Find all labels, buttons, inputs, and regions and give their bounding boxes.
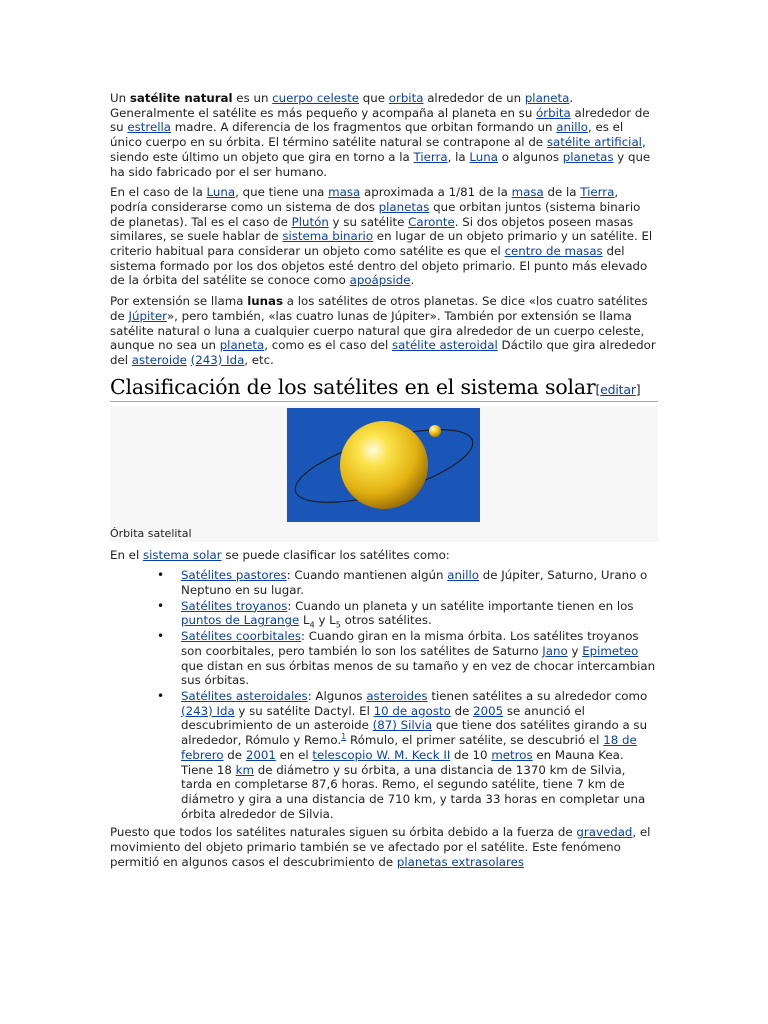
text: . bbox=[410, 273, 415, 288]
link-luna[interactable]: Luna bbox=[469, 149, 498, 164]
moon-sphere bbox=[429, 425, 441, 437]
text: aproximada a 1/81 de la bbox=[360, 185, 512, 200]
link-planetas[interactable]: planetas bbox=[378, 199, 430, 214]
link-pluton[interactable]: Plutón bbox=[291, 214, 329, 229]
link-satelite-artificial[interactable]: satélite artificial bbox=[546, 135, 642, 150]
link-centro-de-masas[interactable]: centro de masas bbox=[504, 244, 603, 259]
paragraph-luna bbox=[110, 185, 658, 288]
text: . Si dos objetos poseen masas similares, se suele hablar de bbox=[110, 214, 634, 244]
text: alrededor de un bbox=[423, 91, 525, 105]
link-masa[interactable]: masa bbox=[328, 185, 361, 200]
orbit-illustration bbox=[287, 408, 480, 522]
link-cuerpo-celeste[interactable]: cuerpo celeste bbox=[272, 91, 360, 105]
link-tierra[interactable]: Tierra bbox=[413, 149, 448, 164]
link-apoapside[interactable]: apoápside bbox=[349, 273, 411, 288]
satellite-type-list bbox=[110, 568, 658, 821]
figure-caption: Órbita satelital bbox=[110, 526, 192, 540]
text: o algunos bbox=[497, 149, 563, 164]
text: y su satélite Dactyl. El bbox=[234, 703, 374, 718]
edit-link[interactable]: editar bbox=[600, 381, 636, 397]
link-10-de-agosto[interactable]: 10 de agosto bbox=[373, 703, 451, 718]
list-item-troyanos bbox=[181, 599, 658, 628]
text: , como es el caso del bbox=[264, 338, 392, 353]
text: de 10 bbox=[450, 747, 492, 762]
link-planeta[interactable]: planeta bbox=[219, 338, 265, 353]
link-satelites-asteroidales[interactable]: Satélites asteroidales bbox=[181, 688, 308, 703]
text: que distan en sus órbitas menos de su tamaño y en vez de chocar intercambian sus órbitas. bbox=[181, 658, 656, 688]
link-243-ida[interactable]: (243) Ida bbox=[181, 703, 235, 718]
text: en Mauna Kea. Tiene 18 bbox=[181, 747, 624, 777]
link-satelites-troyanos[interactable]: Satélites troyanos bbox=[181, 598, 288, 613]
link-planetas-extrasolares[interactable]: planetas extrasolares bbox=[396, 854, 524, 869]
subscript: 4 bbox=[309, 620, 315, 630]
text: que orbitan juntos (sistema binario de planetas). Tal es el caso de bbox=[110, 199, 641, 229]
link-luna[interactable]: Luna bbox=[206, 185, 236, 200]
text: y L bbox=[314, 613, 336, 628]
link-jupiter[interactable]: Júpiter bbox=[128, 308, 167, 323]
text: Por extensión se llama bbox=[110, 294, 248, 309]
text: de bbox=[223, 747, 246, 762]
text: en lugar de un objeto primario y un satélite. El criterio habitual para considerar un objeto como satélite es que el bbox=[110, 229, 653, 259]
link-caronte[interactable]: Caronte bbox=[408, 214, 455, 229]
link-243-ida[interactable]: (243) Ida bbox=[190, 352, 245, 367]
paragraph-gravedad bbox=[110, 825, 658, 869]
link-satelites-pastores[interactable]: Satélites pastores bbox=[181, 568, 287, 583]
text: Rómulo, el primer satélite, se descubrió el bbox=[346, 733, 604, 748]
link-masa-2[interactable]: masa bbox=[511, 185, 544, 200]
text: . Generalmente el satélite es más pequeño y acompaña al planeta en su bbox=[110, 91, 574, 120]
text: de diámetro y su órbita, a una distancia de 1370 km de Silvia, tarda en completarse 87,6 horas. Remo, el segundo satélite, tiene 7 km de diámetro y gira a una distancia de 710 km, y tarda 33 horas en completar una órbita alrededor de Silvia. bbox=[181, 762, 646, 821]
text: del sistema formado por los dos objetos esté dentro del objeto primario. El punto más elevado de la órbita del satélite se conoce como bbox=[110, 244, 648, 288]
subscript: 5 bbox=[335, 620, 341, 630]
link-km[interactable]: km bbox=[235, 762, 254, 777]
paragraph-clasificacion bbox=[110, 548, 658, 563]
link-puntos-de-lagrange[interactable]: puntos de Lagrange bbox=[181, 613, 300, 628]
paragraph-intro bbox=[110, 91, 658, 179]
link-anillo[interactable]: anillo bbox=[447, 568, 480, 583]
text: que bbox=[359, 91, 389, 105]
text: y bbox=[567, 643, 583, 658]
text: que tiene dos satélites girando a su alrededor, Rómulo y Remo. bbox=[181, 718, 648, 748]
paragraph-lunas bbox=[110, 294, 658, 368]
text: se puede clasificar los satélites como: bbox=[221, 547, 450, 562]
planet-sphere bbox=[340, 421, 428, 509]
link-satelites-coorbitales[interactable]: Satélites coorbitales bbox=[181, 629, 302, 644]
bracket-close: ] bbox=[635, 381, 641, 397]
text: En el bbox=[110, 547, 143, 562]
link-2005[interactable]: 2005 bbox=[473, 703, 504, 718]
link-planeta[interactable]: planeta bbox=[524, 91, 570, 105]
link-telescopio-keck-ii[interactable]: telescopio W. M. Keck II bbox=[312, 747, 451, 762]
text: , podría considerarse como un sistema de dos bbox=[110, 185, 619, 214]
text: , que tiene una bbox=[235, 185, 329, 200]
section-heading bbox=[110, 375, 658, 402]
edit-bracket bbox=[595, 382, 640, 397]
text: Un bbox=[110, 91, 130, 105]
list-item-asteroidales bbox=[181, 689, 658, 821]
text: , el movimiento del objeto primario también se ve afectado por el satélite. Este fenómeno permitió en algunos casos el descubrimiento de bbox=[110, 825, 651, 869]
footnote-ref[interactable]: 1 bbox=[341, 732, 347, 742]
link-sistema-solar[interactable]: sistema solar bbox=[142, 547, 222, 562]
text: es un bbox=[232, 91, 273, 105]
list-item-pastores bbox=[181, 568, 658, 597]
link-87-silvia[interactable]: (87) Silvia bbox=[372, 718, 433, 733]
text: : Cuando giran en la misma órbita. Los satélites troyanos son coorbitales, pero también lo son los satélites de Saturno bbox=[181, 629, 639, 658]
link-18-de-febrero[interactable]: 18 de febrero bbox=[181, 733, 637, 762]
link-asteroide[interactable]: asteroide bbox=[131, 352, 187, 367]
text: Puesto que todos los satélites naturales siguen su órbita debido a la fuerza de bbox=[110, 825, 577, 840]
link-planetas[interactable]: planetas bbox=[562, 149, 614, 164]
text: de Júpiter, Saturno, Urano o Neptuno en su lugar. bbox=[181, 568, 648, 598]
text: Dáctilo que gira alrededor del bbox=[110, 338, 656, 367]
link-epimeteo[interactable]: Epimeteo bbox=[582, 643, 639, 658]
article-content bbox=[110, 91, 658, 875]
link-2001[interactable]: 2001 bbox=[245, 747, 276, 762]
link-orbita[interactable]: orbita bbox=[388, 91, 424, 105]
list-item-coorbitales bbox=[181, 629, 658, 688]
link-orbita-2[interactable]: órbita bbox=[536, 105, 571, 120]
link-anillo[interactable]: anillo bbox=[556, 120, 589, 135]
link-jano[interactable]: Jano bbox=[542, 643, 568, 658]
text: : Cuando un planeta y un satélite importante tienen en los bbox=[287, 598, 634, 613]
text: en el bbox=[275, 747, 313, 762]
text: y su satélite bbox=[328, 214, 409, 229]
text: En el caso de la bbox=[110, 185, 207, 200]
link-tierra[interactable]: Tierra bbox=[580, 185, 615, 200]
link-asteroides[interactable]: asteroides bbox=[366, 688, 428, 703]
text: y que ha sido fabricado por el ser humano. bbox=[110, 149, 651, 179]
text: L bbox=[299, 613, 310, 628]
bracket-open: [ bbox=[595, 381, 601, 397]
link-sistema-binario[interactable]: sistema binario bbox=[282, 229, 374, 244]
text: : Cuando mantienen algún bbox=[286, 568, 448, 583]
text: madre. A diferencia de los fragmentos que orbitan formando un bbox=[171, 120, 557, 135]
term-bold: lunas bbox=[247, 294, 284, 309]
link-gravedad[interactable]: gravedad bbox=[576, 825, 633, 840]
text: de la bbox=[543, 185, 581, 200]
text: a los satélites de otros planetas. Se dice «los cuatro satélites de bbox=[110, 294, 648, 323]
text: : Algunos bbox=[307, 688, 367, 703]
link-satelite-asteroidal[interactable]: satélite asteroidal bbox=[392, 338, 498, 353]
figure-orbita bbox=[110, 406, 658, 542]
term-bold: satélite natural bbox=[129, 91, 233, 105]
text: otros satélites. bbox=[340, 613, 432, 628]
text: », pero también, «las cuatro lunas de Júpiter». También por extensión se llama satélite natural o luna a cualquier cuerpo natural que gira alrededor de un cuerpo celeste, aunque no sea un bbox=[110, 308, 645, 353]
section-title: Clasificación de los satélites en el sistema solar bbox=[110, 374, 596, 399]
text: de bbox=[450, 703, 474, 718]
link-metros[interactable]: metros bbox=[491, 747, 533, 762]
text: , es el único cuerpo en su órbita. El término satélite natural se contrapone al de bbox=[110, 120, 624, 150]
text: , la bbox=[447, 149, 470, 164]
text: , siendo este último un objeto que gira en torno a la bbox=[110, 135, 646, 164]
text: , etc. bbox=[244, 352, 274, 367]
text: tienen satélites a su alrededor como bbox=[427, 688, 648, 703]
link-estrella[interactable]: estrella bbox=[127, 120, 172, 135]
text: se anunció el descubrimiento de un asteroide bbox=[181, 703, 585, 733]
text: alrededor de su bbox=[110, 105, 650, 135]
